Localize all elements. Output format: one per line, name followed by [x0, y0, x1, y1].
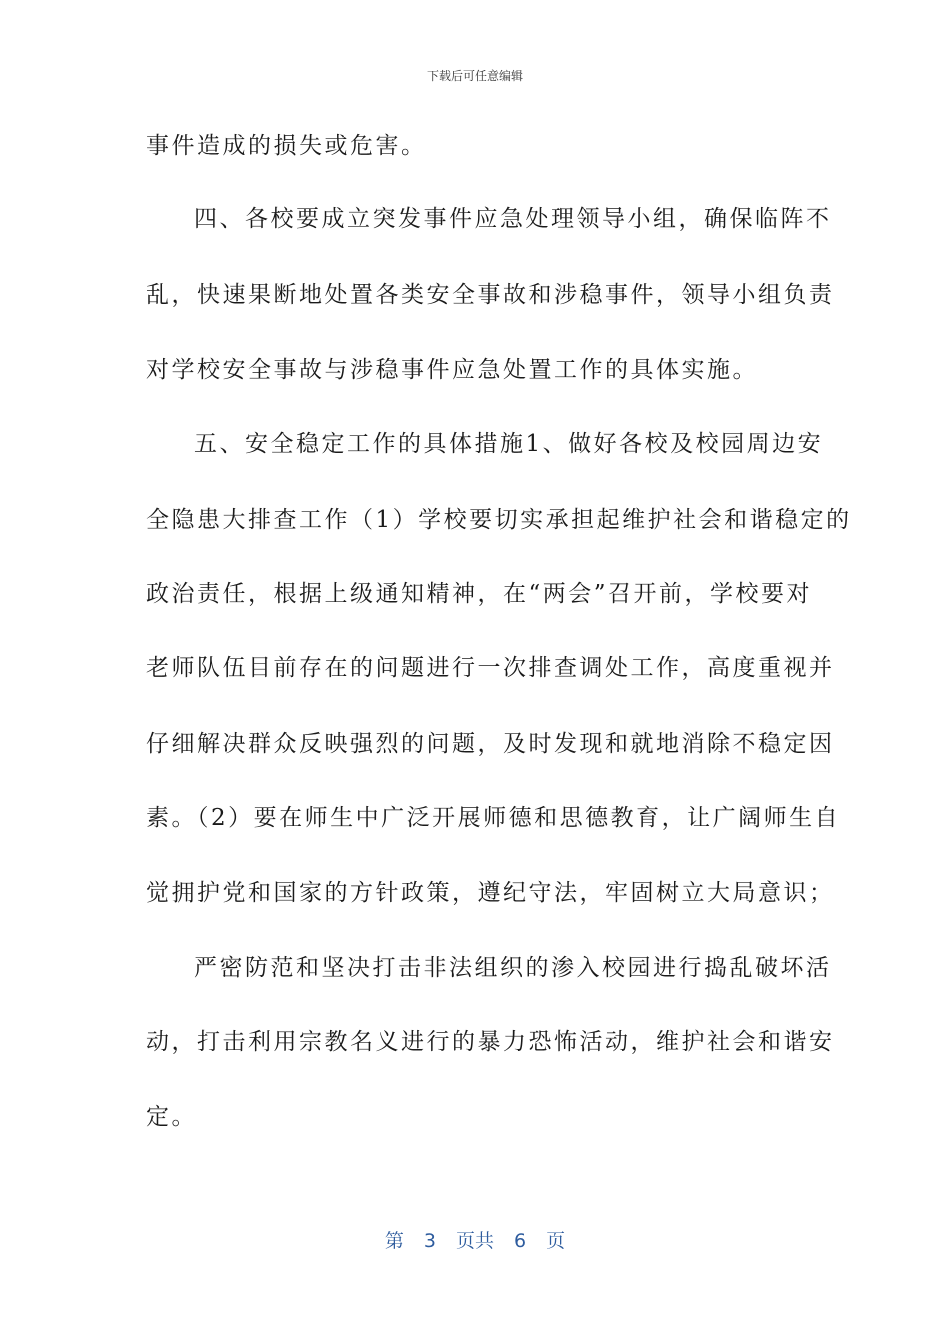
body-line: 乱，快速果断地处置各类安全事故和涉稳事件，领导小组负责	[146, 282, 835, 308]
body-line: 觉拥护党和国家的方针政策，遵纪守法，牢固树立大局意识；	[146, 880, 835, 906]
body-line: 全隐患大排查工作（1）学校要切实承担起维护社会和谐稳定的	[146, 507, 852, 533]
page-number-footer	[0, 1226, 950, 1253]
body-line: 五、安全稳定工作的具体措施1、做好各校及校园周边安	[194, 431, 824, 457]
body-line: 老师队伍目前存在的问题进行一次排查调处工作，高度重视并	[146, 655, 835, 681]
page-suffix: 页	[546, 1230, 566, 1252]
header-note: 下载后可任意编辑	[426, 69, 523, 83]
body-line: 对学校安全事故与涉稳事件应急处置工作的具体实施。	[146, 357, 758, 383]
body-line: 仔细解决群众反映强烈的问题，及时发现和就地消除不稳定因	[146, 731, 835, 757]
page-prefix: 第	[384, 1230, 404, 1252]
body-line: 动，打击利用宗教名义进行的暴力恐怖活动，维护社会和谐安	[146, 1029, 835, 1055]
body-line: 四、各校要成立突发事件应急处理领导小组，确保临阵不	[194, 206, 832, 232]
total-pages-number: 6	[514, 1230, 527, 1252]
body-line: 事件造成的损失或危害。	[146, 133, 427, 159]
body-line: 政治责任，根据上级通知精神，在“两会”召开前，学校要对	[146, 581, 813, 607]
body-line: 严密防范和坚决打击非法组织的渗入校园进行捣乱破坏活	[194, 955, 832, 981]
page-mid-text: 页共	[455, 1230, 494, 1252]
current-page-number: 3	[423, 1230, 436, 1252]
body-line: 定。	[146, 1104, 197, 1130]
body-line: 素。（2）要在师生中广泛开展师德和思德教育，让广阔师生自	[146, 805, 841, 831]
